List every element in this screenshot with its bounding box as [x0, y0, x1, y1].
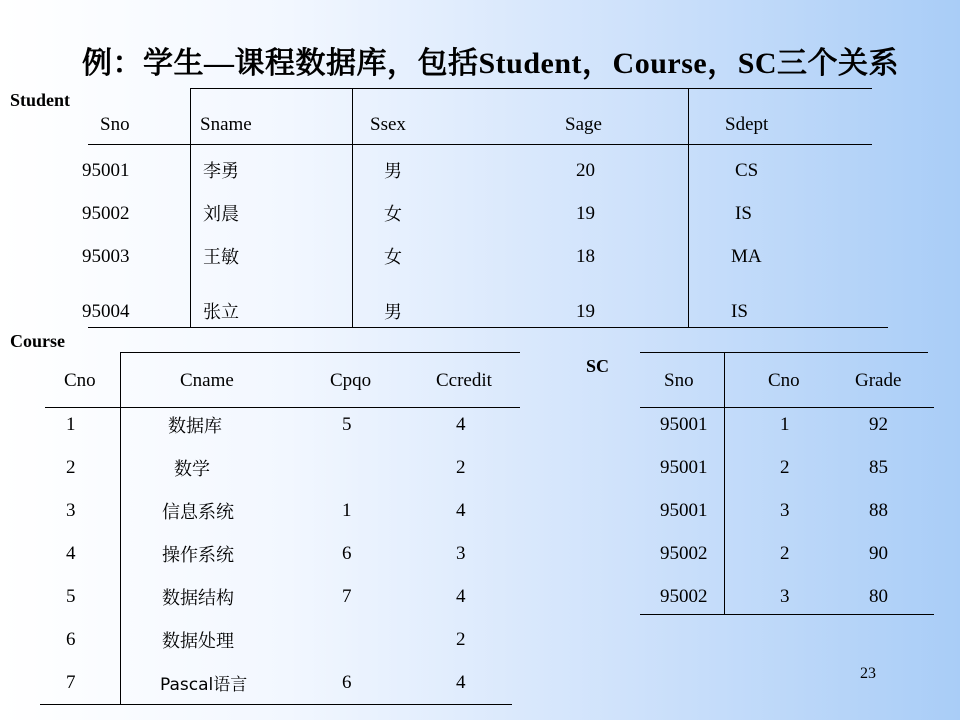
sc-cell-grade: 92: [869, 414, 888, 435]
sc-cell-sno: 95002: [660, 543, 708, 564]
course-cell-ccredit: 2: [456, 457, 466, 478]
course-cell-cpqo: 6: [342, 543, 352, 564]
student-cell-sname: 李勇: [203, 161, 239, 182]
course-cell-cpqo: 6: [342, 672, 352, 693]
sc-header-sno: Sno: [664, 370, 694, 391]
course-cell-cname: 数据库: [168, 416, 222, 437]
sc-cell-sno: 95001: [660, 414, 708, 435]
course-cell-cno: 4: [66, 543, 76, 564]
student-cell-sname: 张立: [203, 302, 239, 323]
sc-bottom-rule: [640, 614, 934, 615]
course-cell-cpqo: 5: [342, 414, 352, 435]
sc-cell-sno: 95001: [660, 457, 708, 478]
course-cell-ccredit: 4: [456, 500, 466, 521]
student-cell-sno: 95003: [82, 246, 130, 267]
student-cell-sage: 18: [576, 246, 595, 267]
sc-cell-cno: 1: [780, 414, 790, 435]
student-cell-sno: 95001: [82, 160, 130, 181]
sc-header-grade: Grade: [855, 370, 902, 391]
sc-top-rule: [640, 352, 928, 353]
student-cell-sdept: MA: [731, 246, 762, 267]
student-col-divider: [190, 88, 191, 327]
student-cell-sname: 刘晨: [203, 204, 239, 225]
course-cell-ccredit: 4: [456, 414, 466, 435]
sc-cell-grade: 80: [869, 586, 888, 607]
student-cell-sdept: IS: [735, 203, 752, 224]
course-cell-cno: 5: [66, 586, 76, 607]
course-cell-cname: 数学: [174, 459, 210, 480]
sc-cell-grade: 88: [869, 500, 888, 521]
student-col-divider: [352, 88, 353, 327]
student-header-ssex: Ssex: [370, 114, 406, 135]
course-header-rule: [45, 407, 520, 408]
student-cell-ssex: 男: [384, 302, 402, 323]
student-header-sname: Sname: [200, 114, 252, 135]
student-col-divider: [688, 88, 689, 327]
course-cell-cpqo: 7: [342, 586, 352, 607]
course-cell-cpqo: 1: [342, 500, 352, 521]
student-table-label: Student: [10, 90, 71, 110]
student-cell-sage: 19: [576, 203, 595, 224]
student-top-rule: [190, 88, 872, 89]
course-cell-cno: 6: [66, 629, 76, 650]
student-cell-sdept: CS: [735, 160, 759, 181]
student-header-sage: Sage: [565, 114, 602, 135]
course-cell-cno: 3: [66, 500, 76, 521]
student-header-sno: Sno: [100, 114, 130, 135]
course-cell-ccredit: 2: [456, 629, 466, 650]
sc-cell-grade: 90: [869, 543, 888, 564]
sc-header-cno: Cno: [768, 370, 800, 391]
student-cell-ssex: 女: [384, 204, 402, 225]
sc-cell-sno: 95001: [660, 500, 708, 521]
course-header-ccredit: Ccredit: [436, 370, 492, 391]
sc-col-divider: [724, 352, 725, 614]
student-cell-ssex: 男: [384, 161, 402, 182]
course-bottom-rule: [40, 704, 512, 705]
course-cell-cname: Pascal语言: [160, 675, 248, 695]
course-cell-cno: 2: [66, 457, 76, 478]
course-cell-ccredit: 4: [456, 586, 466, 607]
sc-cell-sno: 95002: [660, 586, 708, 607]
sc-cell-cno: 2: [780, 543, 790, 564]
sc-cell-cno: 2: [780, 457, 790, 478]
course-header-cname: Cname: [180, 370, 234, 391]
course-cell-cname: 数据处理: [162, 631, 234, 652]
course-cell-cname: 操作系统: [162, 545, 234, 566]
course-cell-cno: 7: [66, 672, 76, 693]
course-header-cno: Cno: [64, 370, 96, 391]
sc-table-label: SC: [586, 356, 610, 376]
sc-cell-cno: 3: [780, 586, 790, 607]
sc-cell-cno: 3: [780, 500, 790, 521]
student-bottom-rule: [88, 327, 888, 328]
student-cell-sage: 19: [576, 301, 595, 322]
course-cell-ccredit: 3: [456, 543, 466, 564]
course-cell-cname: 信息系统: [162, 502, 234, 523]
course-col-divider: [120, 352, 121, 704]
course-cell-ccredit: 4: [456, 672, 466, 693]
student-cell-sname: 王敏: [203, 247, 239, 268]
student-cell-sage: 20: [576, 160, 595, 181]
page-number: 23: [860, 665, 876, 682]
sc-cell-grade: 85: [869, 457, 888, 478]
course-cell-cno: 1: [66, 414, 76, 435]
slide-title: 例：学生—课程数据库，包括Student，Course，SC三个关系: [82, 47, 900, 80]
student-cell-sno: 95002: [82, 203, 130, 224]
student-cell-ssex: 女: [384, 247, 402, 268]
student-cell-sdept: IS: [731, 301, 748, 322]
course-cell-cname: 数据结构: [162, 588, 234, 609]
course-header-cpqo: Cpqo: [330, 370, 372, 391]
student-cell-sno: 95004: [82, 301, 130, 322]
student-header-rule: [88, 144, 872, 145]
course-table-label: Course: [10, 331, 65, 351]
student-header-sdept: Sdept: [725, 114, 769, 135]
course-top-rule: [120, 352, 520, 353]
sc-header-rule: [640, 407, 934, 408]
